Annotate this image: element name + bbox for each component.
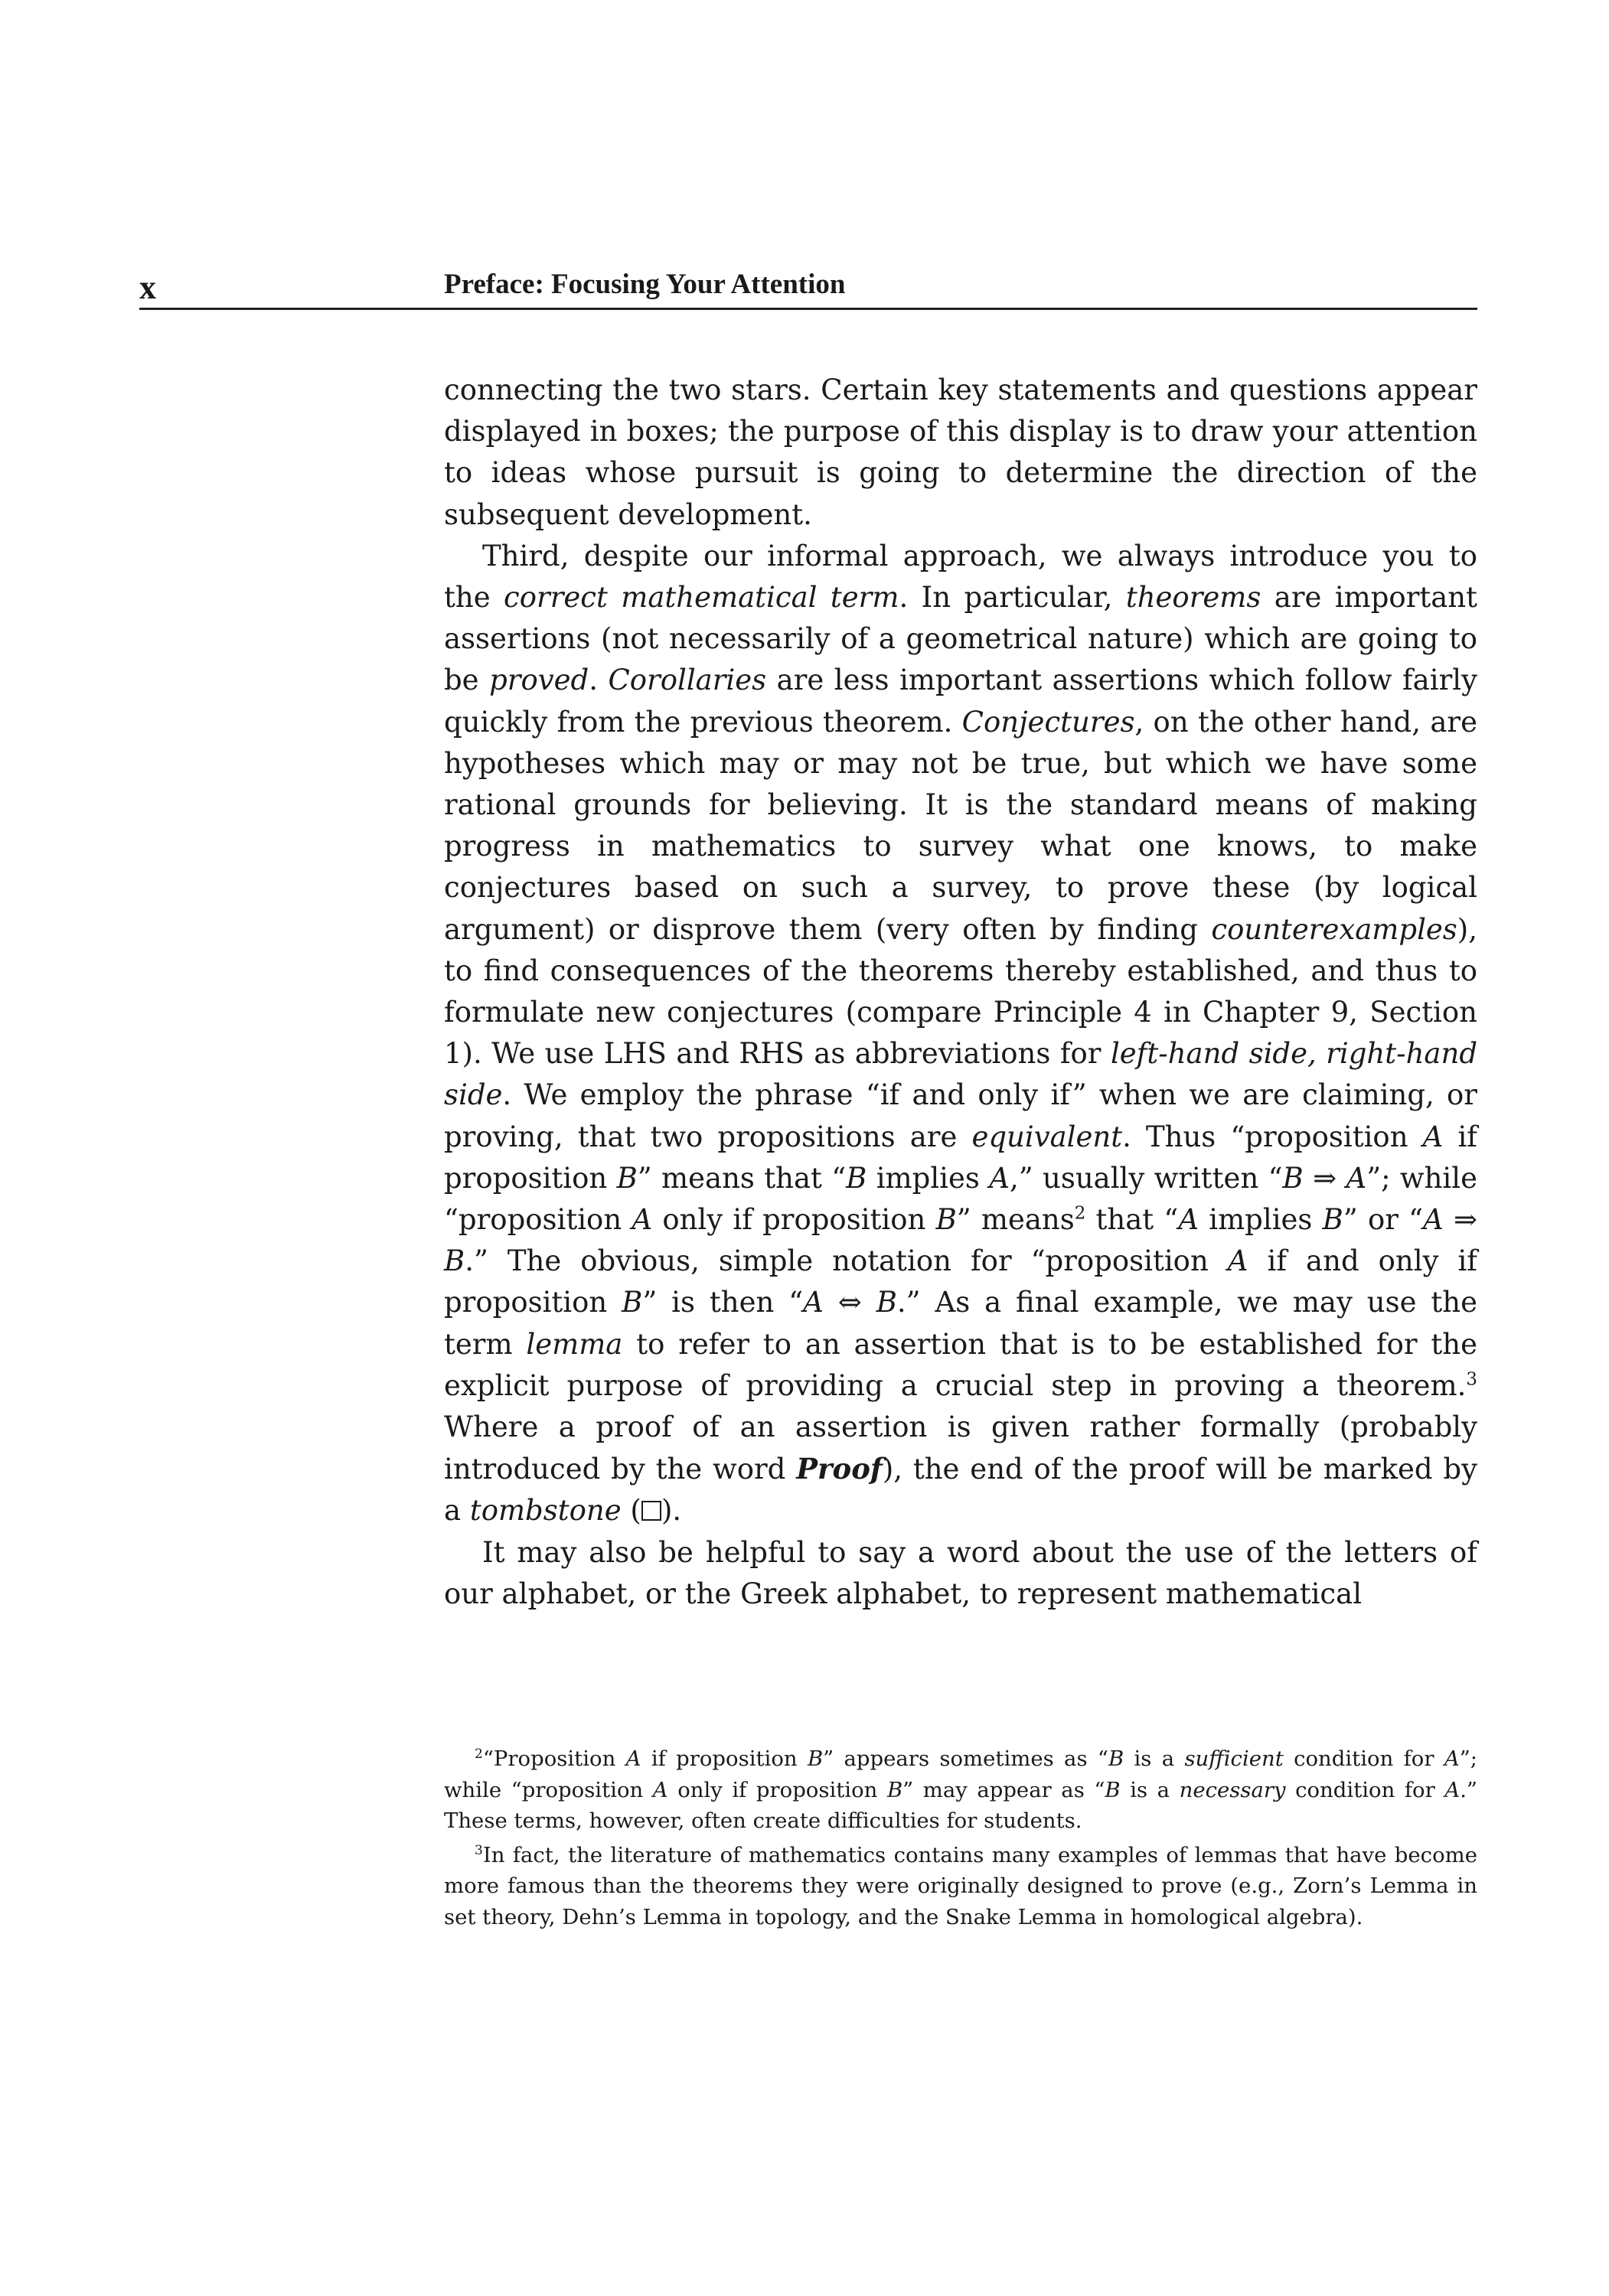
math-var: A xyxy=(1444,1746,1460,1771)
iff-arrow: ⇔ xyxy=(823,1286,876,1319)
text: if and only if proposition xyxy=(444,1244,1477,1319)
text: is a xyxy=(1120,1777,1180,1802)
page-number: x xyxy=(139,269,156,306)
term-necessary: necessary xyxy=(1179,1777,1286,1802)
text: ), to find consequences of the theorems thereby established, and thus to formulate new conjectures (compare Principle 4 in Chapter 9, Section 1). We use LHS and RHS as abbreviations for xyxy=(444,912,1477,1071)
math-var: A xyxy=(1227,1244,1248,1278)
text: Third, despite our informal approach, we always introduce you to the xyxy=(444,539,1477,615)
footnote-ref-3: 3 xyxy=(1466,1369,1477,1390)
text: .” The obvious, simple notation for “proposition xyxy=(465,1244,1228,1278)
math-var: A xyxy=(1423,1203,1444,1237)
tombstone-icon xyxy=(641,1501,661,1521)
math-var: A xyxy=(652,1777,668,1802)
math-var: B xyxy=(846,1161,867,1195)
term-correct-mathematical-term: correct mathematical term xyxy=(504,581,899,615)
text: , on the other hand, are hypotheses which may or may not be true, but which we have some rational grounds for believing. It is the standard means of making progress in mathematics to survey what one knows, to make conjectures based on such a survey, to prove these (by logical argument) or disprove them (very often by finding xyxy=(444,705,1477,946)
term-theorems: theorems xyxy=(1125,581,1261,615)
text: only if proposition xyxy=(652,1203,936,1237)
math-var: B xyxy=(807,1746,824,1771)
math-var: A xyxy=(989,1161,1010,1195)
text: implies xyxy=(1199,1203,1323,1237)
text: condition for xyxy=(1285,1777,1445,1802)
text: that “ xyxy=(1085,1203,1179,1237)
math-var: A xyxy=(1178,1203,1199,1237)
math-var: A xyxy=(1422,1120,1444,1153)
text: ” appears sometimes as “ xyxy=(823,1746,1108,1771)
footnotes xyxy=(444,1743,1477,1936)
term-equivalent: equivalent xyxy=(971,1120,1123,1153)
text: .” As a final example, we may use the term xyxy=(444,1286,1477,1361)
text: only if proposition xyxy=(667,1777,887,1802)
term-conjectures: Conjectures xyxy=(961,705,1135,739)
footnote-mark: 3 xyxy=(475,1842,483,1858)
page-header xyxy=(139,268,1477,310)
text: . Thus “proposition xyxy=(1122,1120,1423,1153)
text: if proposition xyxy=(444,1120,1477,1195)
main-text xyxy=(444,370,1477,1615)
text: . We employ the phrase “if and only if” when we are claiming, or proving, that two propositions are xyxy=(444,1078,1477,1153)
text: ,” usually written “ xyxy=(1009,1161,1283,1195)
paragraph-3: It may also be helpful to say a word about the use of the letters of our alphabet, or the Greek alphabet, to represent mathematical xyxy=(444,1535,1477,1610)
math-var: B xyxy=(935,1203,957,1237)
math-var: B xyxy=(616,1161,638,1195)
implies-arrow: ⇒ xyxy=(1303,1161,1346,1195)
math-var: B xyxy=(1282,1161,1304,1195)
term-lemma: lemma xyxy=(526,1327,623,1361)
text: ” is then “ xyxy=(642,1286,804,1319)
text: . xyxy=(589,664,609,697)
math-var: A xyxy=(803,1286,824,1319)
text: . In particular, xyxy=(899,581,1126,615)
term-counterexamples: counterexamples xyxy=(1211,912,1457,946)
term-proved: proved xyxy=(489,664,589,697)
text: ”; while “proposition xyxy=(444,1746,1478,1802)
text: ). xyxy=(661,1494,682,1528)
implies-arrow: ⇒ xyxy=(1443,1203,1477,1237)
math-var: B xyxy=(886,1777,903,1802)
text: “Proposition xyxy=(482,1746,626,1771)
math-var: B xyxy=(876,1286,897,1319)
math-var: B xyxy=(622,1286,643,1319)
term-lhs-rhs: left-hand side, right-hand side xyxy=(444,1037,1478,1112)
term-sufficient: sufficient xyxy=(1184,1746,1284,1771)
text: .” These terms, however, often create difficulties for students. xyxy=(444,1777,1477,1833)
footnote-2 xyxy=(444,1743,1477,1837)
term-proof: Proof xyxy=(796,1452,883,1486)
text: Where a proof of an assertion is given rather formally (probably introduced by the word xyxy=(444,1411,1477,1486)
text: ” or “ xyxy=(1343,1203,1424,1237)
footnote-3 xyxy=(444,1840,1477,1933)
math-var: A xyxy=(632,1203,653,1237)
text: implies xyxy=(867,1161,990,1195)
math-var: B xyxy=(1322,1203,1343,1237)
text: ), the end of the proof will be marked by a xyxy=(444,1453,1478,1528)
footnote-mark: 2 xyxy=(475,1746,483,1762)
text: ”; while “proposition xyxy=(444,1161,1477,1237)
text: is a xyxy=(1124,1746,1185,1771)
text: ( xyxy=(621,1494,641,1528)
text: ” means xyxy=(956,1203,1075,1237)
term-tombstone: tombstone xyxy=(469,1494,622,1528)
text: to refer to an assertion that is to be established for the explicit purpose of providing a crucial step in proving a theorem. xyxy=(444,1327,1477,1402)
text: ” means that “ xyxy=(637,1161,847,1195)
running-head: Preface: Focusing Your Attention xyxy=(444,269,846,300)
math-var: B xyxy=(1105,1777,1121,1802)
paragraph-1: connecting the two stars. Certain key statements and questions appear displayed in boxes; the purpose of this display is to draw your attention to ideas whose pursuit is going to determine the direction of the subsequent development. xyxy=(444,373,1477,531)
paragraph-2 xyxy=(444,536,1477,1532)
math-var: A xyxy=(625,1746,641,1771)
text: are less important assertions which follow fairly quickly from the previous theorem. xyxy=(444,664,1477,739)
term-corollaries: Corollaries xyxy=(608,664,767,697)
math-var: A xyxy=(1444,1777,1461,1802)
math-var: A xyxy=(1346,1161,1367,1195)
text: are important assertions (not necessarily of a geometrical nature) which are going to be xyxy=(444,581,1478,697)
math-var: B xyxy=(444,1244,465,1278)
math-var: B xyxy=(1108,1746,1124,1771)
text: condition for xyxy=(1283,1746,1444,1771)
text: if proposition xyxy=(641,1746,808,1771)
footnote-ref-2: 2 xyxy=(1074,1203,1086,1224)
text: In fact, the literature of mathematics contains many examples of lemmas that have become more famous than the theorems they were originally designed to prove (e.g., Zorn’s Lemma in set theory, Dehn’s Lemma in topology, and the Snake Lemma in homological algebra). xyxy=(444,1842,1477,1929)
text: ” may appear as “ xyxy=(902,1777,1105,1802)
